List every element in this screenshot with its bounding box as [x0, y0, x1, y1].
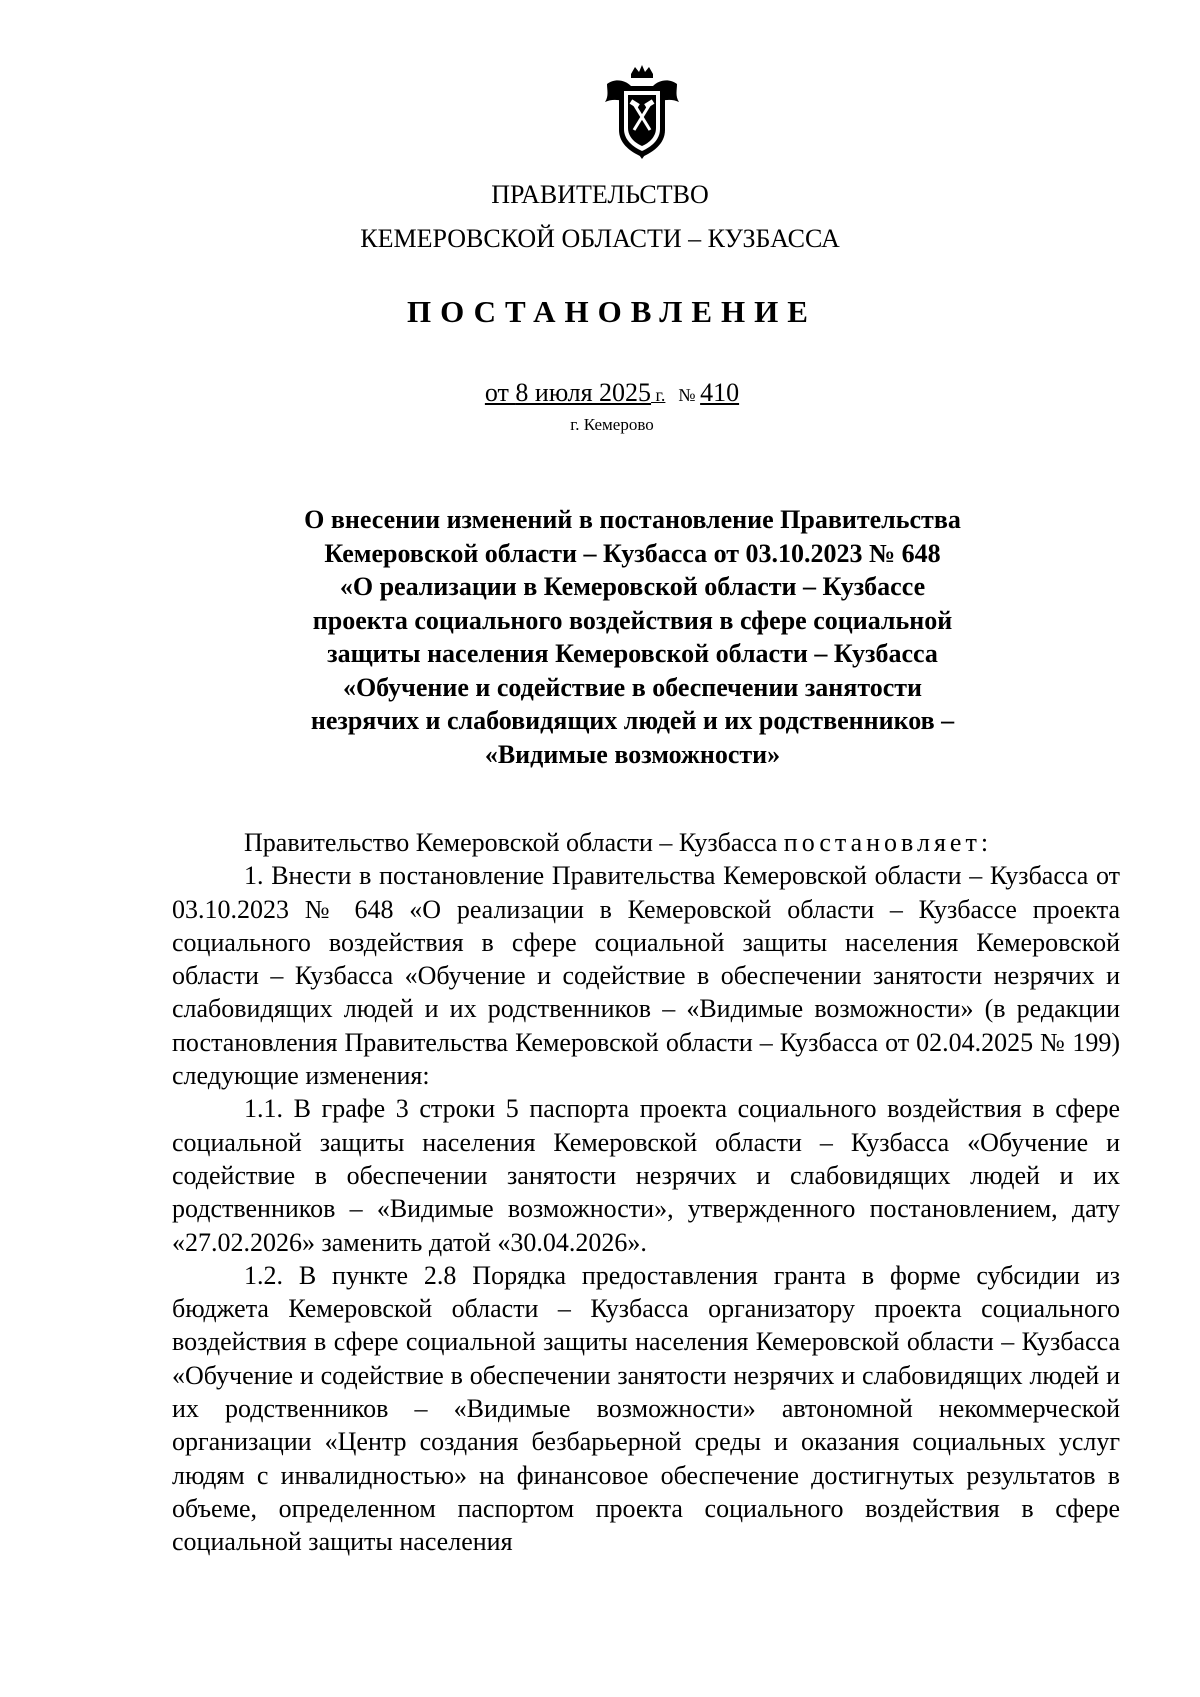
title-line: О внесении изменений в постановление Правительства: [304, 505, 961, 534]
title-line: «Обучение и содействие в обеспечении занятости: [342, 672, 923, 702]
preamble-start: Правительство Кемеровской области – Кузбасса: [244, 828, 784, 857]
date-prefix: от: [484, 378, 516, 407]
paragraph-1-1: 1.1. В графе 3 строки 5 паспорта проекта социального воздействия в сфере социальной защиты населения Кемеровской области – Кузбасса «Обучение и содействие в обеспечении занятости незрячих и слабовидящих людей и их родственников – «Видимые возможности», утвержденного постановлением, дату «27.02.2026» заменить датой «30.04.2026».: [172, 1094, 1120, 1257]
document-type: ПОСТАНОВЛЕНИЕ: [407, 294, 817, 329]
document-number: 410: [700, 378, 740, 407]
paragraph-1: 1. Внести в постановление Правительства Кемеровской области – Кузбасса от 03.10.2023 № 648 «О реализации в Кемеровской области – Кузбассе проекта социального воздействия в сфере социальной защиты населения Кемеровской области – Кузбасса «Обучение и содействие в обеспечении занятости незрячих и слабовидящих людей и их родственников – «Видимые возможности» (в редакции постановления Правительства Кемеровской области – Кузбасса от 02.04.2025 № 199) следующие изменения:: [172, 861, 1120, 1091]
government-name-line2: КЕМЕРОВСКОЙ ОБЛАСТИ – КУЗБАССА: [360, 224, 840, 253]
document-title: [250, 503, 1015, 771]
number-sign: №: [678, 385, 701, 405]
year-suffix: г.: [651, 385, 666, 405]
coat-of-arms-icon: [601, 64, 683, 160]
title-line: «О реализации в Кемеровской области – Кузбассе: [339, 572, 926, 601]
title-line: Кемеровской области – Кузбасса от 03.10.2023 № 648: [324, 538, 941, 568]
title-line: защиты населения Кемеровской области – Кузбасса: [327, 639, 938, 668]
title-line: «Видимые возможности»: [484, 739, 781, 769]
title-line: незрячих и слабовидящих людей и их родственников –: [310, 706, 955, 735]
document-date: 8 июля 2025: [515, 378, 652, 407]
preamble-spaced-word: постановляет: [783, 828, 981, 857]
paragraph-1-2: 1.2. В пункте 2.8 Порядка предоставления гранта в форме субсидии из бюджета Кемеровской области – Кузбасса организатору проекта социального воздействия в сфере социальной защиты населения Кемеровской области – Кузбасса «Обучение и содействие в обеспечении занятости незрячих и слабовидящих людей и их родственников – «Видимые возможности» автономной некоммерческой организации «Центр создания безбарьерной среды и оказания социальных услуг людям с инвалидностью» на финансовое обеспечение достигнутых результатов в объеме, определенном паспортом проекта социального воздействия в сфере социальной защиты населения: [172, 1260, 1120, 1557]
city-name: г. Кемерово: [570, 415, 654, 434]
document-body: [172, 826, 1120, 1559]
preamble-end: :: [980, 828, 989, 857]
date-number-line: [0, 378, 1200, 408]
title-line: проекта социального воздействия в сфере социальной: [312, 605, 953, 635]
preamble-paragraph: [172, 826, 1120, 859]
government-name-line1: ПРАВИТЕЛЬСТВО: [491, 180, 709, 209]
